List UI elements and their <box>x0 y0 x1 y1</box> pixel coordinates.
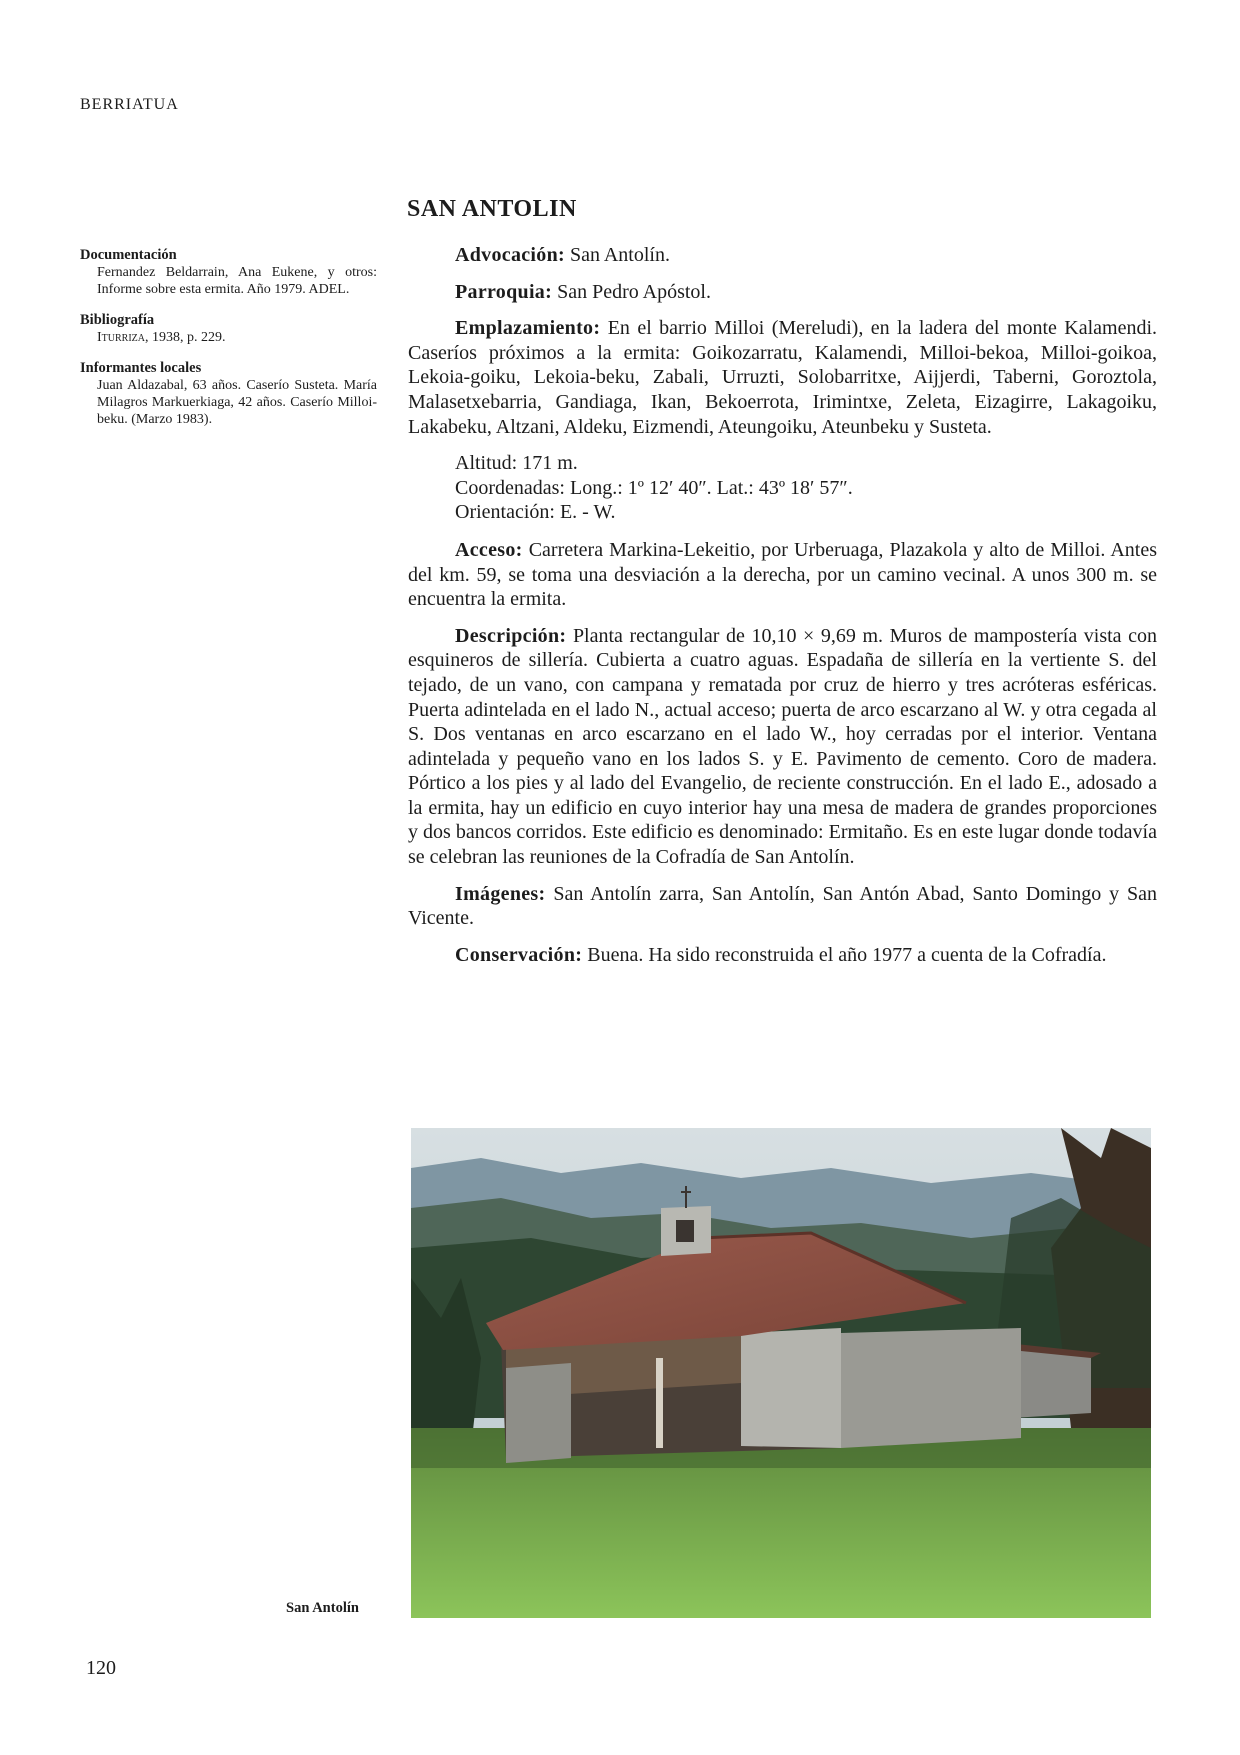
imagenes-paragraph <box>408 882 1157 931</box>
parroquia-paragraph <box>408 280 1157 305</box>
east-annex-wall <box>1011 1348 1091 1418</box>
imagenes-label: Imágenes: <box>455 882 546 905</box>
page-number: 120 <box>86 1657 116 1679</box>
emplazamiento-label: Emplazamiento: <box>455 317 601 340</box>
conservacion-text: Buena. Ha sido reconstruida el año 1977 a cuenta de la Cofradía. <box>587 943 1107 966</box>
bibliography-heading: Bibliografía <box>80 312 155 328</box>
advocacion-label: Advocación: <box>455 244 565 266</box>
stone-corner <box>506 1363 571 1463</box>
coordinates-line: Coordenadas: Long.: 1º 12′ 40″. Lat.: 43º 18′ 57″. <box>455 476 853 499</box>
emplazamiento-paragraph <box>408 316 1157 439</box>
informants-text: Juan Aldazabal, 63 años. Caserío Susteta. María Milagros Markuerkiaga, 42 años. Caserío Milloi-beku. (Marzo 1983). <box>97 378 377 427</box>
imagenes-text: San Antolín zarra, San Antolín, San Antón Abad, Santo Domingo y San Vicente. <box>408 882 1158 930</box>
informants-heading: Informantes locales <box>80 360 202 376</box>
side-wall <box>741 1328 841 1448</box>
photo-caption: San Antolín <box>286 1600 359 1616</box>
bibliography-author: Iturriza <box>97 330 145 345</box>
advocacion-text: San Antolín. <box>569 244 670 266</box>
parroquia-label: Parroquia: <box>455 280 553 303</box>
acceso-label: Acceso: <box>455 538 523 561</box>
altitude-line: Altitud: 171 m. <box>455 452 578 475</box>
running-head: BERRIATUA <box>80 96 179 113</box>
conservacion-label: Conservación: <box>455 943 583 966</box>
hermitage-photo <box>411 1128 1151 1618</box>
bibliography-text <box>97 329 377 346</box>
bibliography-reference: , 1938, p. 229. <box>145 330 226 345</box>
documentation-text: Fernandez Beldarrain, Ana Eukene, y otros: Informe sobre esta ermita. Año 1979. ADEL. <box>97 265 377 297</box>
descripcion-label: Descripción: <box>455 624 567 647</box>
parroquia-text: San Pedro Apóstol. <box>557 280 711 303</box>
orientation-line: Orientación: E. - W. <box>455 501 616 524</box>
porch-post <box>656 1358 663 1448</box>
main-text <box>408 243 1157 979</box>
advocacion-paragraph <box>408 243 1157 268</box>
geo-data <box>455 451 1157 525</box>
sidebar-references <box>80 247 377 442</box>
conservacion-paragraph <box>408 943 1157 968</box>
descripcion-text: Planta rectangular de 10,10 × 9,69 m. Muros de mampostería vista con esquineros de sillería. Cubierta a cuatro aguas. Espadaña de sillería en la vertiente S. del tejado, de un vano, con campana y rematada por cruz de hierro y tres acróteras esféricas. Puerta adintelada en el lado N., actual acceso; puerta de arco escarzano al W. y otra cegada al S. Dos ventanas en arco escarzano en el lado W., hoy cerradas por el interior. Ventana adintelada y pequeño vano en los lados S. y E. Pavimento de cemento. Coro de madera. Pórtico a los pies y al lado del Evangelio, de reciente construcción. En el lado E., adosado a la ermita, hay un edificio en cuyo interior hay una mesa de madera de grandes proporciones y dos bancos corridos. Este edificio es denominado: Ermitaño. Es en este lugar donde todavía se celebran las reuniones de la Cofradía de San Antolín. <box>408 624 1157 869</box>
documentation-heading: Documentación <box>80 247 177 263</box>
acceso-text: Carretera Markina-Lekeitio, por Urberuaga, Plazakola y alto de Milloi. Antes del km. 59, se toma una desviación a la derecha, por un camino vecinal. A unos 300 m. se encuentra la ermita. <box>408 538 1158 611</box>
descripcion-paragraph <box>408 624 1157 870</box>
page-title: SAN ANTOLIN <box>407 196 577 222</box>
emplazamiento-text: En el barrio Milloi (Mereludi), en la ladera del monte Kalamendi. Caseríos próximos a la ermita: Goikozarratu, Kalamendi, Milloi-bekoa, Milloi-goikoa, Lekoia-goiku, Lekoia-beku, Zabali, Urruzti, Solobarritxe, Aijjerdi, Taberni, Goroztola, Malasetxebarria, Gandiaga, Ikan, Bekoerrota, Irimintxe, Zeleta, Eizagirre, Lakagoiku, Lakabeku, Altzani, Aldeku, Eizmendi, Ateungoiku, Ateunbeku y Susteta. <box>408 317 1158 438</box>
belfry-opening <box>676 1220 694 1242</box>
acceso-paragraph <box>408 538 1157 612</box>
hermitage-wall <box>841 1328 1021 1448</box>
